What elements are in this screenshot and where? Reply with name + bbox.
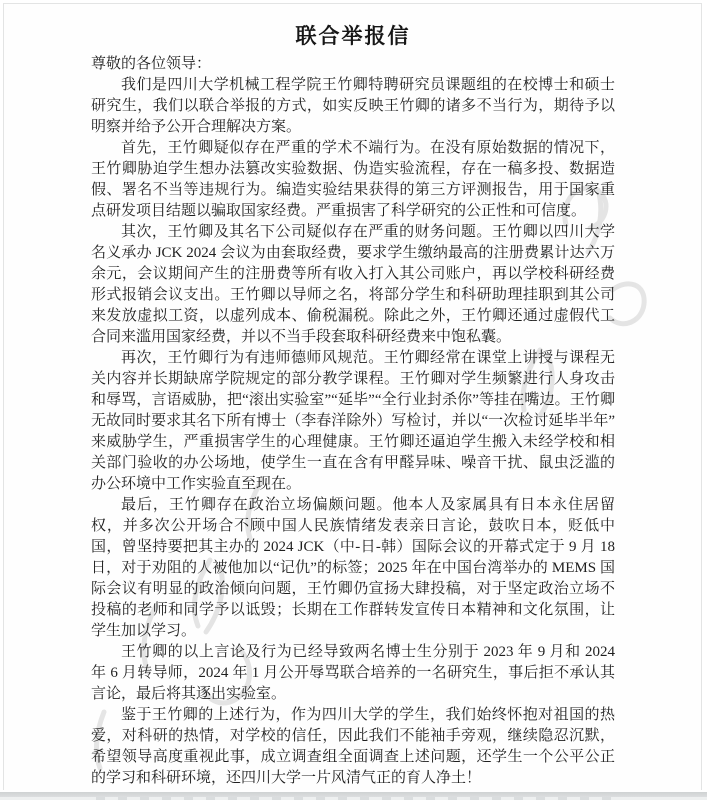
paragraph-financial-issues: 其次，王竹卿及其名下公司疑似存在严重的财务问题。王竹卿以四川大学名义承办 JCK 2024 会议为由套取经费，要求学生缴纳最高的注册费累计达六万余元，会议期间产生的注册费等所有收入打入其公司账户，再以学校科研经费形式报销会议支出。王竹卿以导师之名，将部分学生和科研助理挂职到其公司来发放虚拟工资，以虚列成本、偷税漏税。除此之外，王竹卿还通过虚假代工合同来滥用国家经费，并以不当手段套取科研经费来中饱私囊。 xyxy=(91,224,615,345)
paragraph-intro: 我们是四川大学机械工程学院王竹卿特聘研究员课题组的在校博士和硕士研究生，我们以联合举报的方式，如实反映王竹卿的诸多不当行为，期待予以明察并给予公开合理解决方案。 xyxy=(91,77,615,135)
salutation: 尊敬的各位领导： xyxy=(91,56,212,72)
letter-content xyxy=(91,26,615,789)
paragraph-teacher-ethics: 再次，王竹卿行为有违师德师风规范。王竹卿经常在课堂上讲授与课程无关内容并长期缺席学院规定的部分教学课程。王竹卿对学生频繁进行人身攻击和辱骂，言语威胁，把“滚出实验室”“延毕”“全行业封杀你”等挂在嘴边。王竹卿无故同时要求其名下所有博士（李春洋除外）写检讨，并以“一次检讨延毕半年”来威胁学生，严重损害学生的心理健康。王竹卿还逼迫学生搬入未经学校和相关部门验收的办公场地，使学生一直在含有甲醛异味、噪音干扰、鼠虫泛滥的办公环境中工作实验直至现在。 xyxy=(91,350,615,492)
letter-title: 联合举报信 xyxy=(295,25,411,48)
paragraph-consequences: 王竹卿的以上言论及行为已经导致两名博士生分别于 2023 年 9 月和 2024 年 6 月转导师，2024 年 1 月公开辱骂联合培养的一名研究生，事后拒不承认其言论，最后将其逐出实验室。 xyxy=(91,644,615,702)
paragraph-appeal: 鉴于王竹卿的上述行为，作为四川大学的学生，我们始终怀抱对祖国的热爱，对科研的热情，对学校的信任，因此我们不能袖手旁观，继续隐忍沉默，希望领导高度重视此事，成立调查组全面调查上述问题，还学生一个公平公正的学习和科研环境，还四川大学一片风清气正的育人净土！ xyxy=(91,707,615,786)
paragraph-political-stance: 最后，王竹卿存在政治立场偏颇问题。他本人及家属具有日本永住居留权，并多次公开场合不顾中国人民族情绪发表亲日言论，鼓吹日本，贬低中国，曾坚持要把其主办的 2024 JCK（中-日-韩）国际会议的开幕式定于 9 月 18 日，对于劝阻的人被他加以“记仇”的标签；2025 年在中国台湾举办的 MEMS 国际会议有明显的政治倾向问题，王竹卿仍宣扬大肆投稿，对于坚定政治立场不投稿的老师和同学予以诋毁；长期在工作群转发宣传日本精神和文化氛围，让学生加以学习。 xyxy=(91,497,615,639)
paragraph-academic-misconduct: 首先，王竹卿疑似存在严重的学术不端行为。在没有原始数据的情况下，王竹卿胁迫学生想办法篡改实验数据、伪造实验流程，存在一稿多投、数据造假、署名不当等违规行为。编造实验结果获得的第三方评测报告，用于国家重点研发项目结题以骗取国家经费。严重损害了科学研究的公正性和可信度。 xyxy=(91,140,615,219)
